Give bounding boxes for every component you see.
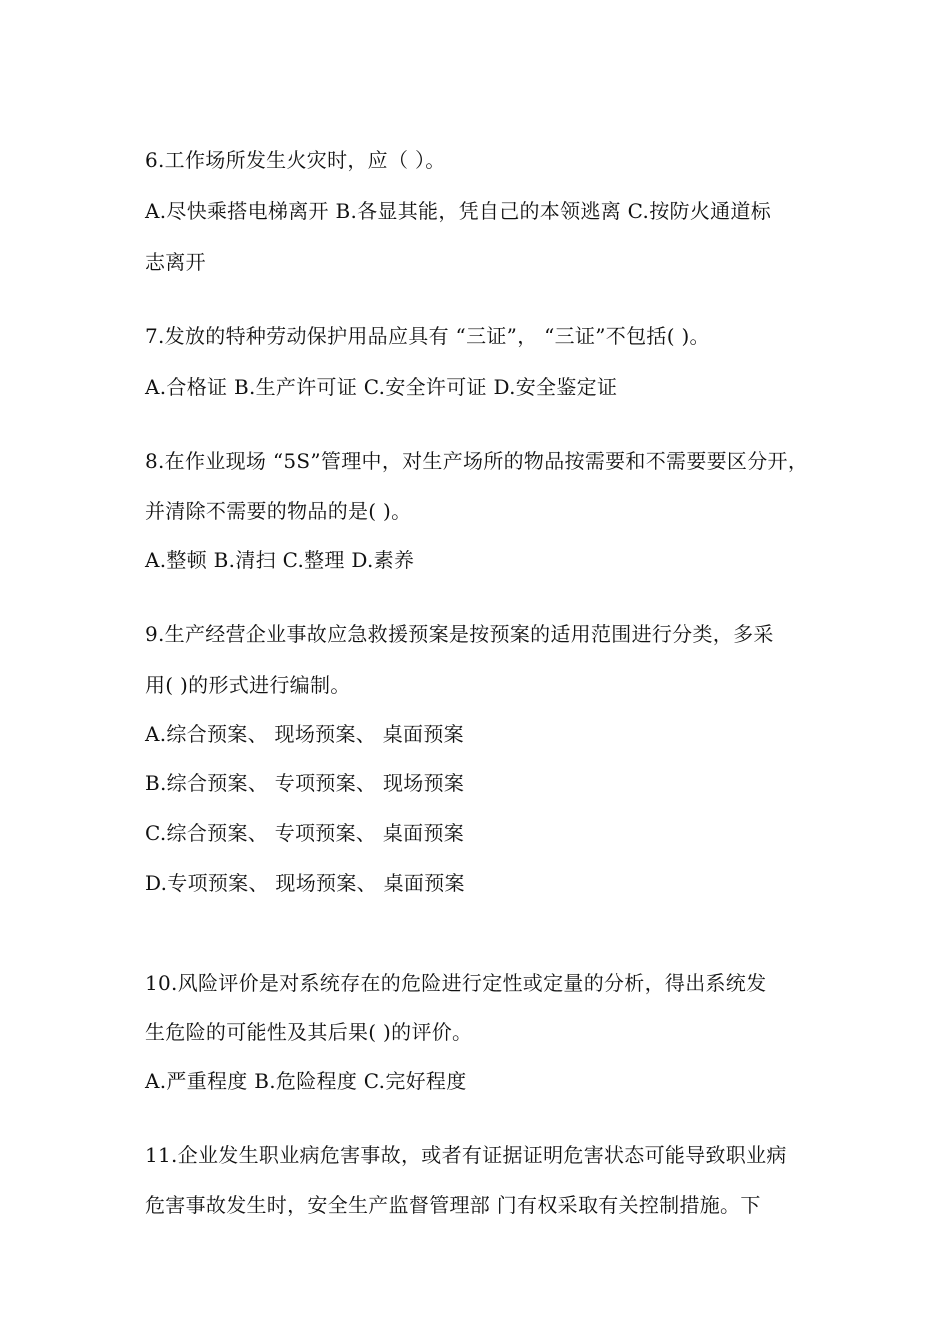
- question-9-option-c: C.综合预案、 专项预案、 桌面预案: [145, 821, 465, 845]
- question-8-stem-cont: 并清除不需要的物品的是( )。: [145, 499, 412, 523]
- question-9-stem-cont: 用( )的形式进行编制。: [145, 673, 351, 697]
- question-8-options: A.整顿 B.清扫 C.整理 D.素养: [145, 548, 415, 572]
- question-9-option-a: A.综合预案、 现场预案、 桌面预案: [145, 722, 464, 746]
- question-9-stem: 9.生产经营企业事故应急救援预案是按预案的适用范围进行分类，多采: [145, 622, 774, 646]
- question-6-options: A.尽快乘搭电梯离开 B.各显其能，凭自己的本领逃离 C.按防火通道标: [145, 199, 772, 223]
- question-10-stem: 10.风险评价是对系统存在的危险进行定性或定量的分析，得出系统发: [145, 971, 767, 995]
- question-11-stem: 11.企业发生职业病危害事故，或者有证据证明危害状态可能导致职业病: [145, 1143, 787, 1167]
- question-10-stem-cont: 生危险的可能性及其后果( )的评价。: [145, 1020, 473, 1044]
- question-11-stem-cont: 危害事故发生时，安全生产监督管理部 门有权采取有关控制措施。下: [145, 1193, 761, 1217]
- question-9-option-b: B.综合预案、 专项预案、 现场预案: [145, 771, 465, 795]
- question-7-stem: 7.发放的特种劳动保护用品应具有 “三证”， “三证”不包括( )。: [145, 324, 710, 348]
- question-6-stem: 6.工作场所发生火灾时，应（ ）。: [145, 148, 446, 172]
- question-10-options: A.严重程度 B.危险程度 C.完好程度: [145, 1069, 467, 1093]
- question-8-stem: 8.在作业现场 “5S”管理中，对生产场所的物品按需要和不需要要区分开，: [145, 449, 809, 473]
- question-9-option-d: D.专项预案、 现场预案、 桌面预案: [145, 871, 465, 895]
- question-7-options: A.合格证 B.生产许可证 C.安全许可证 D.安全鉴定证: [145, 375, 618, 399]
- question-6-options-cont: 志离开: [145, 250, 206, 274]
